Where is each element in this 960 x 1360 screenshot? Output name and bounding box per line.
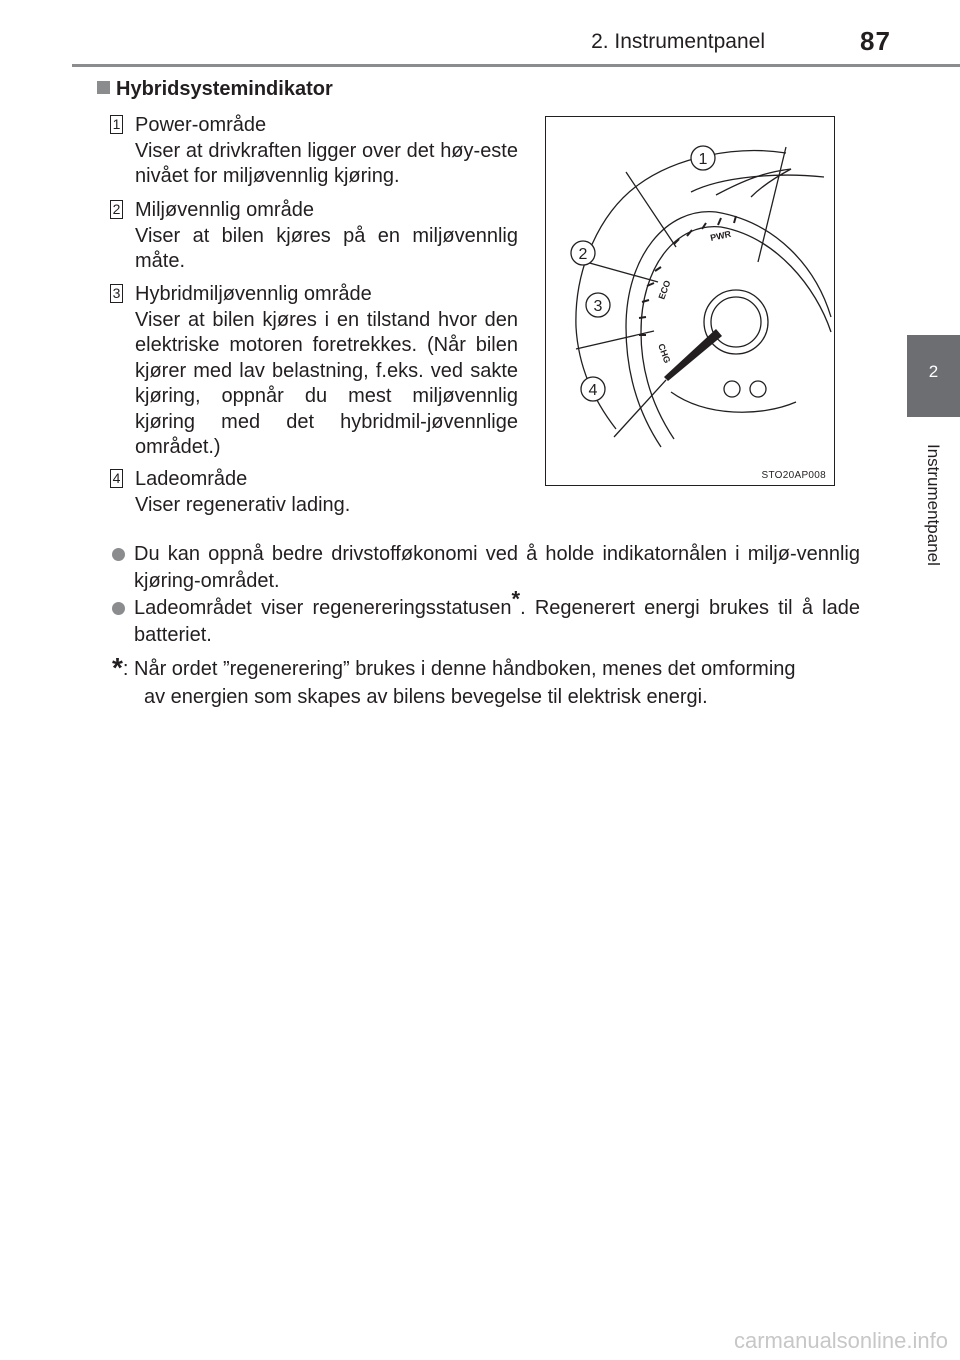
bullet-text: Ladeområdet viser regenereringsstatusen*. Regenerert energi brukes til å lade batteriet. — [134, 586, 860, 646]
item-title: Power-område — [135, 114, 267, 136]
gauge-illustration — [546, 117, 833, 484]
page-number: 87 — [860, 26, 891, 56]
callout-4: 4 — [588, 382, 598, 399]
item-description: Viser at drivkraften ligger over det høy-este nivået for miljøvennlig kjøring. — [135, 139, 518, 187]
list-item — [110, 113, 518, 190]
chapter-tab — [907, 335, 960, 417]
hybrid-indicator-figure — [545, 116, 835, 486]
callout-3: 3 — [593, 298, 603, 315]
item-description: Viser at bilen kjøres i en tilstand hvor den elektriske motoren foretrekkes. (Når bilen kjører med lav belastning, f.eks. ved sakte kjøring, oppnår du mest miljøvennlig kjøring med det hybridmil-jøvennlige området.) — [135, 308, 518, 458]
header-divider — [72, 64, 960, 67]
footnote-line-1: : Når ordet ”regenerering” brukes i denne håndboken, menes det omforming — [122, 658, 796, 680]
figure-code: STO20AP008 — [761, 470, 826, 481]
item-title: Hybridmiljøvennlig område — [135, 283, 372, 305]
bullet-text: Du kan oppnå bedre drivstofføkonomi ved å holde indikatornålen i miljø-vennlig kjøring-området. — [134, 543, 860, 592]
callout-1: 1 — [698, 151, 708, 168]
item-title: Ladeområde — [135, 468, 248, 490]
item-description: Viser at bilen kjøres på en miljøvennlig måte. — [135, 224, 518, 272]
section-heading-text: Hybridsystemindikator — [116, 78, 333, 100]
bullet-dot-icon — [112, 602, 125, 615]
item-number: 4 — [110, 467, 123, 493]
chapter-tab-number: 2 — [928, 362, 939, 381]
heading-square-icon — [97, 81, 110, 94]
bullet-dot-icon — [112, 548, 125, 561]
footnote-star: * — [112, 652, 123, 683]
chapter-title: 2. Instrumentpanel — [591, 30, 765, 53]
item-number: 1 — [110, 113, 123, 139]
bullet-item — [112, 586, 860, 649]
list-item — [110, 467, 518, 518]
callout-2: 2 — [578, 246, 588, 263]
item-number: 3 — [110, 282, 123, 308]
item-title: Miljøvennlig område — [135, 199, 314, 221]
item-description: Viser regenerativ lading. — [135, 493, 351, 516]
footnote — [112, 654, 872, 711]
pwr-label: PWR — [709, 228, 732, 243]
list-item — [110, 282, 518, 461]
footnote-line-2: av energien som skapes av bilens bevegelse til elektrisk energi. — [144, 686, 708, 708]
eco-label: ECO — [656, 278, 673, 301]
chapter-tab-label: Instrumentpanel — [924, 444, 943, 566]
item-number: 2 — [110, 198, 123, 224]
chg-label: CHG — [656, 342, 673, 365]
section-heading — [97, 78, 333, 101]
list-item — [110, 198, 518, 275]
bullet-item — [112, 541, 860, 595]
watermark: carmanualsonline.info — [733, 1328, 948, 1353]
